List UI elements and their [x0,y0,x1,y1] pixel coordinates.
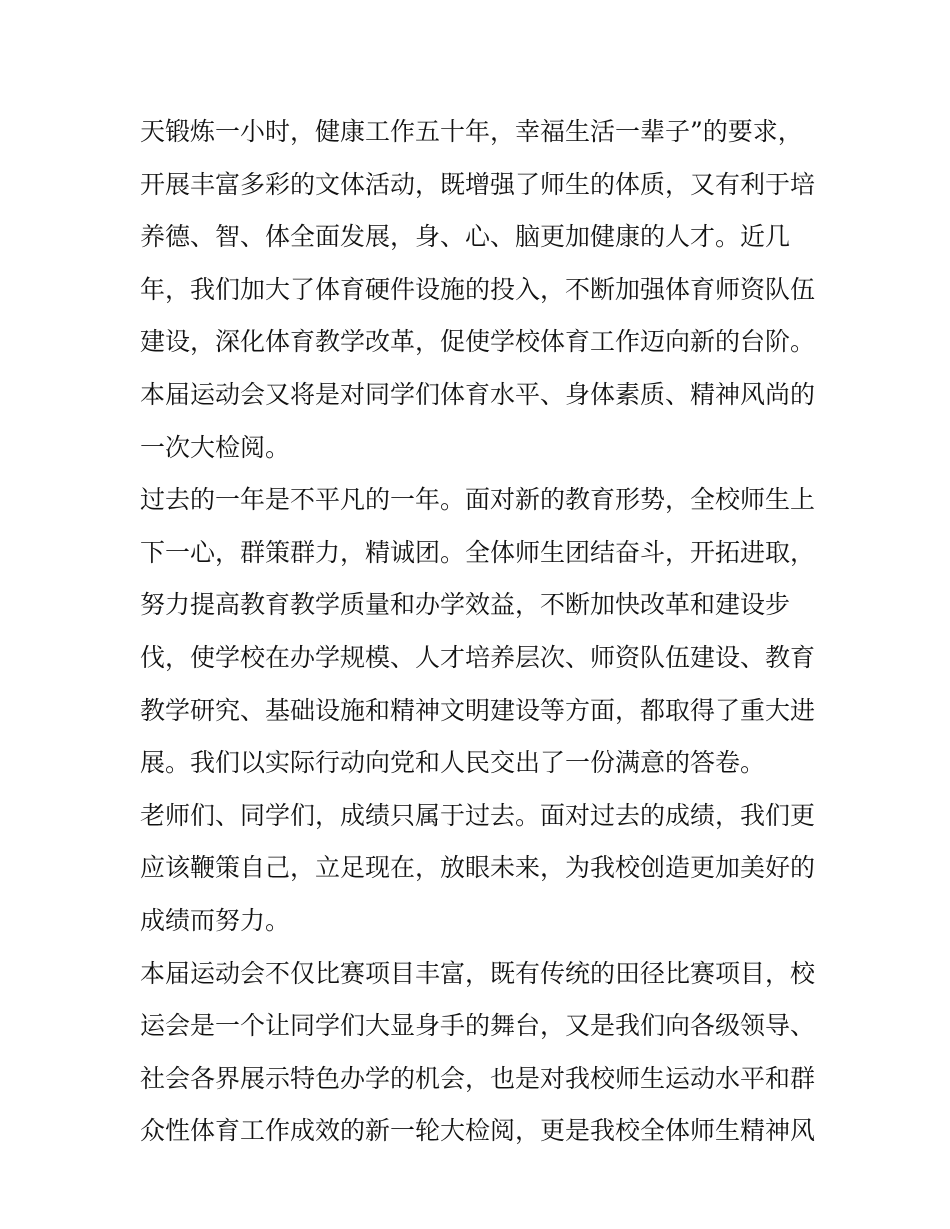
paragraph-4 [140,948,820,1158]
text-line: 一次大检阅。 [140,432,291,462]
text-line: 努力提高教育教学质量和办学效益，不断加快改革和建设步 [140,590,791,620]
text-line: 年，我们加大了体育硬件设施的投入，不断加强体育师资队伍 [140,274,816,304]
text-line: 下一心，群策群力，精诚团。全体师生团结奋斗，开拓进取， [140,537,816,567]
text-line: 众性体育工作成效的新一轮大检阅，更是我校全体师生精神风 [140,1116,816,1146]
text-line: 社会各界展示特色办学的机会，也是对我校师生运动水平和群 [140,1063,816,1093]
text-line: 老师们、同学们，成绩只属于过去。面对过去的成绩，我们更 [140,800,816,830]
text-line: 养德、智、体全面发展，身、心、脑更加健康的人才。近几 [140,222,791,252]
text-line: 应该鞭策自己，立足现在，放眼未来，为我校创造更加美好的 [140,853,816,883]
text-line: 建设，深化体育教学改革，促使学校体育工作迈向新的台阶。 [140,327,816,357]
paragraph-3 [140,790,820,948]
text-line: 开展丰富多彩的文体活动，既增强了师生的体质，又有利于培 [140,169,816,199]
text-line: 运会是一个让同学们大显身手的舞台，又是我们向各级领导、 [140,1011,816,1041]
document-body [140,106,820,1158]
paragraph-1 [140,106,820,474]
text-line: 过去的一年是不平凡的一年。面对新的教育形势，全校师生上 [140,485,816,515]
text-line: 天锻炼一小时，健康工作五十年，幸福生活一辈子”的要求， [140,117,803,146]
text-line: 教学研究、基础设施和精神文明建设等方面，都取得了重大进 [140,695,816,725]
text-line: 伐，使学校在办学规模、人才培养层次、师资队伍建设、教育 [140,642,816,672]
text-line: 成绩而努力。 [140,905,291,935]
paragraph-2 [140,474,820,790]
text-line: 展。我们以实际行动向党和人民交出了一份满意的答卷。 [140,748,766,778]
text-line: 本届运动会又将是对同学们体育水平、身体素质、精神风尚的 [140,379,816,409]
text-line: 本届运动会不仅比赛项目丰富，既有传统的田径比赛项目，校 [140,958,816,988]
